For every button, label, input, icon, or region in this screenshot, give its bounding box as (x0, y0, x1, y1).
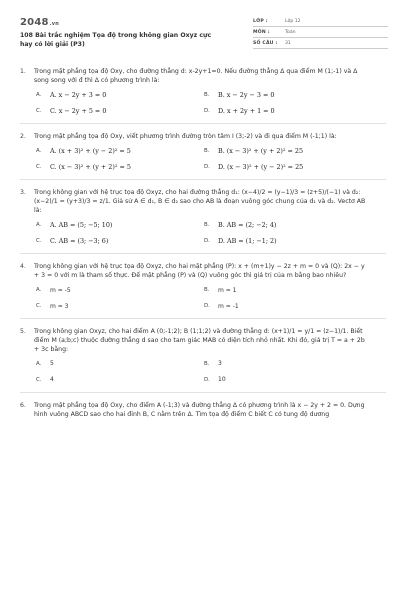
question-item (20, 396, 386, 426)
option-letter: C. (36, 108, 42, 115)
option-text: A. (x + 3)² + (y − 2)² = 5 (50, 147, 131, 156)
option-text: 3 (218, 360, 222, 368)
question-item (20, 322, 386, 393)
option-letter: A. (36, 148, 42, 155)
option-text: C. (x − 3)² + (y + 2)² = 5 (50, 163, 131, 172)
option-text: A. x − 2y + 3 = 0 (50, 91, 107, 100)
option-letter: B. (204, 360, 210, 367)
question-number: 6. (20, 401, 26, 409)
meta-row-class (253, 16, 388, 27)
option-text: m = 1 (218, 286, 237, 294)
question-item (20, 62, 386, 124)
meta-value: Toán (285, 30, 296, 35)
question-item (20, 183, 386, 254)
logo-suffix: .vn (49, 21, 59, 27)
option-letter: D. (204, 237, 210, 244)
document-title: 108 Bài trắc nghiệm Tọa độ trong không gian Oxyz cực hay có lời giải (P3) (20, 32, 212, 48)
option-letter: B. (204, 148, 210, 155)
option-letter: A. (36, 92, 42, 99)
answer-option[interactable] (34, 376, 202, 386)
meta-value: 31 (285, 41, 291, 46)
meta-key: SỐ CÂU : (253, 41, 278, 46)
meta-row-subject (253, 27, 388, 38)
answer-option[interactable] (202, 163, 370, 173)
option-text: m = -5 (50, 286, 71, 294)
answer-option[interactable] (34, 237, 202, 247)
question-item (20, 127, 386, 180)
option-text: B. (x − 3)² + (y + 2)² = 25 (218, 147, 304, 156)
answer-options (34, 221, 370, 247)
option-text: C. x − 2y + 5 = 0 (50, 107, 107, 116)
answer-option[interactable] (34, 302, 202, 312)
answer-option[interactable] (202, 107, 370, 117)
meta-key: LỚP : (253, 19, 268, 24)
question-number: 3. (20, 188, 26, 196)
option-letter: C. (36, 376, 42, 383)
question-number: 5. (20, 327, 26, 335)
meta-value: Lớp 12 (285, 19, 301, 24)
answer-option[interactable] (202, 147, 370, 157)
answer-option[interactable] (202, 360, 370, 370)
option-letter: A. (36, 221, 42, 228)
option-text: m = -1 (218, 302, 239, 310)
option-text: B. AB = (2; −2; 4) (218, 221, 277, 230)
answer-option[interactable] (202, 221, 370, 231)
option-letter: A. (36, 286, 42, 293)
answer-option[interactable] (34, 147, 202, 157)
option-text: D. x + 2y + 1 = 0 (218, 107, 275, 116)
answer-option[interactable] (34, 107, 202, 117)
option-text: D. AB = (1; −1; 2) (218, 237, 277, 246)
option-text: 5 (50, 360, 54, 368)
answer-option[interactable] (34, 221, 202, 231)
question-stem: Trong không gian với hệ trục tọa độ Oxyz, cho hai mặt phẳng (P): x + (m+1)y − 2z + m = 0 và (Q): 2x − y + 3 = 0 với m là tham số thực. Để mặt phẳng (P) và (Q) vuông góc thì giá trị của m bằng bao nhiêu? (34, 262, 365, 279)
meta-row-count (253, 38, 388, 49)
option-text: A. AB = (5; −5; 10) (50, 221, 113, 230)
question-list (20, 62, 386, 426)
option-letter: C. (36, 164, 42, 171)
option-text: 4 (50, 376, 54, 384)
answer-option[interactable] (202, 376, 370, 386)
option-letter: B. (204, 286, 210, 293)
option-letter: D. (204, 108, 210, 115)
option-letter: C. (36, 237, 42, 244)
meta-table (253, 16, 388, 49)
answer-options (34, 147, 370, 173)
option-text: C. AB = (3; −3; 6) (50, 237, 109, 246)
answer-option[interactable] (202, 237, 370, 247)
option-text: B. x − 2y − 3 = 0 (218, 91, 275, 100)
answer-options (34, 91, 370, 117)
site-logo[interactable] (20, 16, 59, 31)
question-number: 2. (20, 132, 26, 140)
answer-option[interactable] (202, 286, 370, 296)
answer-option[interactable] (34, 163, 202, 173)
option-letter: D. (204, 164, 210, 171)
option-letter: A. (36, 360, 42, 367)
question-stem: Trong mặt phẳng tọa độ Oxy, cho điểm A (-1;3) và đường thẳng Δ có phương trình là x − 2y + 2 = 0. Dựng hình vuông ABCD sao cho hai đỉnh B, C nằm trên Δ. Tìm tọa độ điểm C biết C có tung độ dương (34, 401, 365, 418)
option-letter: C. (36, 302, 42, 309)
question-stem: Trong không gian với hệ trục tọa độ Oxyz, cho hai đường thẳng d₁: (x−4)/2 = (y−1)/3 = (z+5)/(−1) và d₂: (x−2)/1 = (y+3)/3 = z/1. Giả sử A ∈ d₁, B ∈ d₂ sao cho AB là đoạn vuông góc chung của d₁ và d₂. Vectơ AB là: (34, 188, 366, 214)
option-text: 10 (218, 376, 226, 384)
document-header (20, 10, 386, 54)
option-text: D. (x − 3)² + (y − 2)² = 25 (218, 163, 304, 172)
logo-text: 2048 (20, 17, 49, 28)
meta-key: MÔN : (253, 30, 270, 35)
question-stem: Trong mặt phẳng tọa độ Oxy, cho đường thẳng d: x-2y+1=0. Nếu đường thẳng Δ qua điểm M (1;-1) và Δ song song với đ thì Δ có phương trình là: (34, 68, 358, 84)
option-text: m = 3 (50, 302, 69, 310)
question-stem: Trong mặt phẳng tọa độ Oxy, viết phương trình đường tròn tâm I (3;-2) và đi qua điểm M (-1;1) là: (34, 132, 337, 140)
question-stem: Trong không gian Oxyz, cho hai điểm A (0;-1;2); B (1;1;2) và đường thẳng d: (x+1)/1 = y/1 = (z−1)/1. Biết điểm M (a;b;c) thuộc đường thẳng d sao cho tam giác MAB có diện tích nhỏ nhất. Khi đó, giá trị T = a + 2b + 3c bằng: (34, 327, 365, 353)
answer-options (34, 286, 370, 312)
answer-option[interactable] (34, 91, 202, 101)
question-number: 1. (20, 68, 26, 75)
option-letter: B. (204, 92, 210, 99)
question-item (20, 257, 386, 319)
option-letter: D. (204, 376, 210, 383)
answer-option[interactable] (202, 302, 370, 312)
answer-option[interactable] (34, 360, 202, 370)
option-letter: D. (204, 302, 210, 309)
answer-option[interactable] (202, 91, 370, 101)
answer-options (34, 360, 370, 386)
option-letter: B. (204, 221, 210, 228)
answer-option[interactable] (34, 286, 202, 296)
question-number: 4. (20, 262, 26, 270)
